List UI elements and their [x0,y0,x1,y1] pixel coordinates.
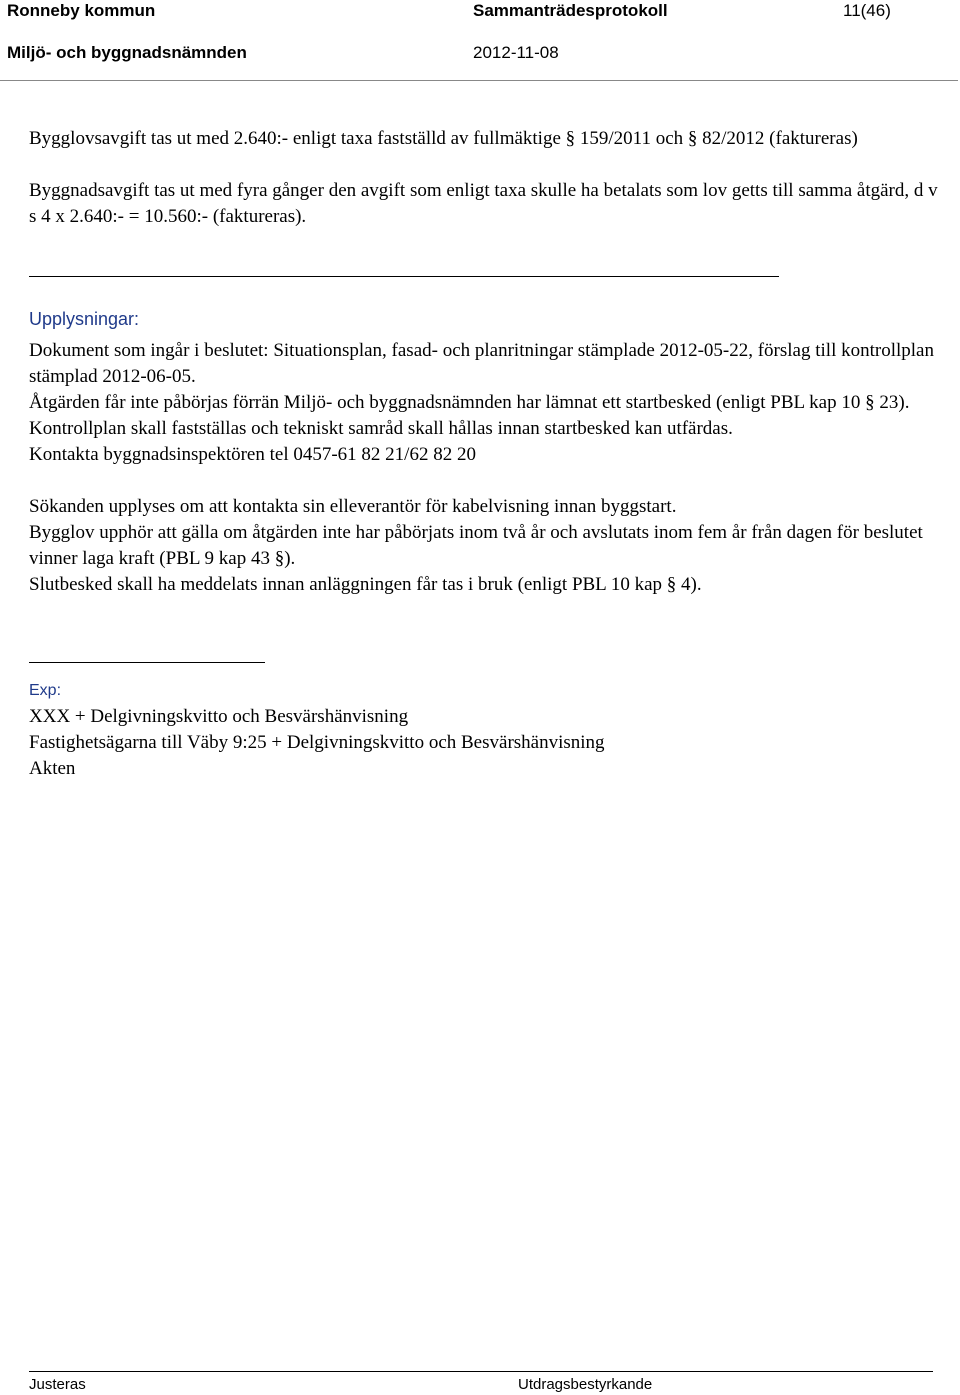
document-type: Sammanträdesprotokoll [473,1,668,20]
building-permit-fee: Bygglovsavgift tas ut med 2.640:- enligt taxa fastställd av fullmäktige § 159/2011 och § 82/2012 (faktureras) [29,128,858,149]
footer-utdragsbestyrkande: Utdragsbestyrkande [518,1376,653,1393]
footer-justeras: Justeras [29,1376,86,1393]
exp-item: Akten [29,758,76,779]
info-control-plan: Kontrollplan skall fastställas och tekniskt samråd skall hållas innan startbesked kan utfärdas. [29,418,733,439]
exp-item: Fastighetsägarna till Väby 9:25 + Delgivningskvitto och Besvärshänvisning [29,732,605,753]
footer-divider [29,1371,933,1372]
info-heading: Upplysningar: [29,309,140,329]
info-documents: Dokument som ingår i beslutet: Situationsplan, fasad- och planritningar stämplade 2012-05-22, förslag till kontrollplan stämplad 2012-06-05. [29,340,934,387]
exp-section [29,678,941,782]
construction-fee: Byggnadsavgift tas ut med fyra gånger den avgift som enligt taxa skulle ha betalats som lov getts till samma åtgärd, d v s 4 x 2.640:- = 10.560:- (faktureras). [29,180,938,227]
info-start-permit: Åtgärden får inte påbörjas förrän Miljö- och byggnadsnämnden har lämnat ett startbesked (enligt PBL kap 10 § 23). [29,392,910,413]
meeting-date: 2012-11-08 [473,43,559,62]
page-number: 11(46) [843,1,891,20]
municipality-name: Ronneby kommun [7,1,156,20]
exp-divider [29,662,265,663]
exp-heading: Exp: [29,682,62,699]
exp-item: XXX + Delgivningskvitto och Besvärshänvisning [29,706,409,727]
header-divider [0,80,958,81]
info-final-notice: Slutbesked skall ha meddelats innan anläggningen får tas i bruk (enligt PBL 10 kap § 4). [29,574,702,595]
section-divider [29,276,779,277]
info-contact: Kontakta byggnadsinspektören tel 0457-61 82 21/62 82 20 [29,444,476,465]
fees-section [29,126,941,230]
committee-name: Miljö- och byggnadsnämnden [7,43,247,62]
info-cable: Sökanden upplyses om att kontakta sin elleverantör för kabelvisning innan byggstart. [29,496,677,517]
info-section [29,306,941,598]
info-validity: Bygglov upphör att gälla om åtgärden inte har påbörjats inom två år och avslutats inom fem år från dagen för beslutet vinner laga kraft (PBL 9 kap 43 §). [29,522,923,569]
